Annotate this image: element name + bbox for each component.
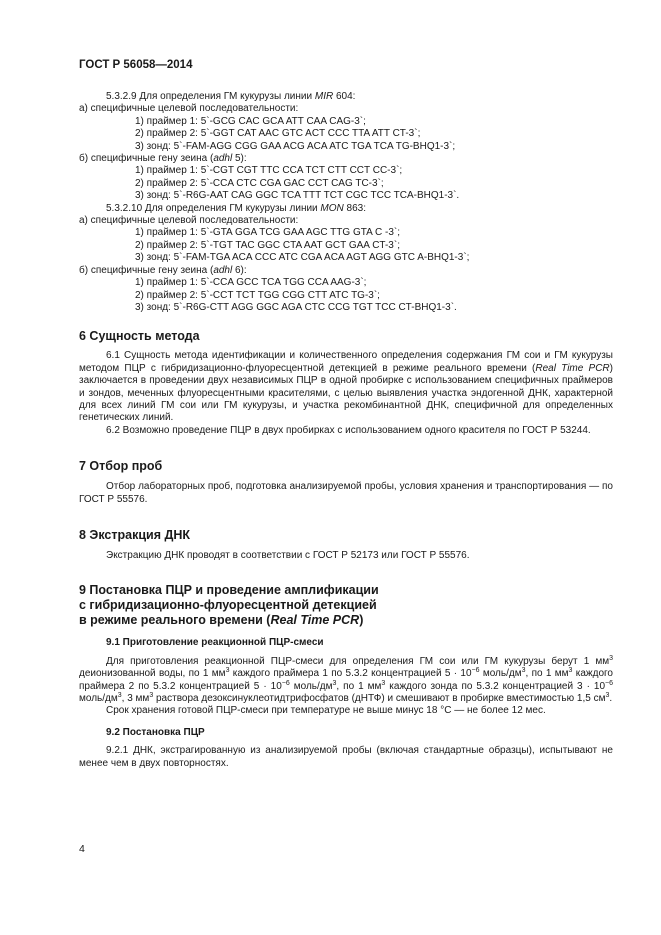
- subsection-9-1-paragraph-1: Для приготовления реакционной ПЦР-смеси для определения ГМ сои или ГМ кукурузы берут 1 $мм^3$ деионизованной воды, по 1 $мм^3$ каждого праймера 1 по 5.3.2 концентрацией $5 \cdot 10^{-6}$ моль/$дм^3$, по 1 $мм^3$ каждого праймера 2 по 5.3.2 концентрацией $5 \cdot 10^{-6}$ моль/$дм^3$, по 1 $мм^3$ каждого зонда по 5.3.2 концентрацией $3 \cdot 10^{-6}$ моль/$дм^3$, 3 $мм^3$ раствора дезоксинуклеотидтрифосфатов (дНТФ) и смешивают в пробирке вместимостью 1,5 $см^3$.: [79, 654, 614, 704]
- section-9-heading-line-1: 9 Постановка ПЦР и проведение амплификации: [79, 583, 379, 598]
- clause-5-3-2-10-b2: 2) праймер 2: 5`-CCT TCT TGG CGG CTT ATC TG-3`;: [135, 289, 380, 301]
- subsection-9-2-heading: 9.2 Постановка ПЦР: [106, 726, 205, 738]
- section-9-heading: [79, 583, 613, 628]
- section-8-paragraph: Экстракцию ДНК проводят в соответствии с ГОСТ Р 52173 или ГОСТ Р 55576.: [106, 549, 470, 561]
- subsection-9-2-paragraph-1: 9.2.1 ДНК, экстрагированную из анализируемой пробы (включая стандартные образцы), испытывают не менее чем в двух повторностях.: [79, 745, 613, 769]
- subsection-9-1-heading: 9.1 Приготовление реакционной ПЦР-смеси: [106, 637, 324, 649]
- clause-5-3-2-9-item-a: а) специфичные целевой последовательности:: [79, 103, 299, 115]
- page-number: 4: [79, 843, 85, 855]
- clause-5-3-2-9-b2: 2) праймер 2: 5`-CCA CTC CGA GAC CCT CAG TC-3`;: [135, 177, 384, 189]
- clause-5-3-2-10-b1: 1) праймер 1: 5`-CCA GCC TCA TGG CCA AAG-3`;: [135, 277, 367, 289]
- clause-5-3-2-10-b3: 3) зонд: 5`-R6G-CTT AGG GGC AGA CTC CCG TGT TCC CT-BHQ1-3`.: [135, 301, 457, 313]
- section-7-heading: 7 Отбор проб: [79, 459, 163, 474]
- clause-5-3-2-10-title: 5.3.2.10 Для определения ГМ кукурузы линии MON 863:: [106, 202, 367, 214]
- clause-5-3-2-9-a1: 1) праймер 1: 5`-GCG CAC GCA ATT CAA CAG-3`;: [135, 115, 366, 127]
- clause-5-3-2-9-title: 5.3.2.9 Для определения ГМ кукурузы линии MIR 604:: [106, 91, 356, 102]
- clause-5-3-2-9-b1: 1) праймер 1: 5`-CGT CGT TTC CCA TCT CTT CCT CC-3`;: [135, 165, 403, 177]
- clause-5-3-2-9-b3: 3) зонд: 5`-R6G-AAT CAG GGC TCA TTT TCT CGC TCC TCA-BHQ1-3`.: [135, 190, 460, 202]
- clause-5-3-2-10-item-b: б) специфичные гену зеина (adhl 6):: [79, 264, 247, 276]
- clause-5-3-2-10-a3: 3) зонд: 5`-FAM-TGA ACA CCC ATC CGA ACA AGT AGG GTC A-BHQ1-3`;: [135, 252, 470, 264]
- section-9-heading-line-3: в режиме реального времени (Real Time PCR): [79, 613, 364, 628]
- page-content: [79, 91, 613, 770]
- subsection-9-1-paragraph-2: Срок хранения готовой ПЦР-смеси при температуре не выше минус 18 °С — не более 12 мес.: [106, 705, 546, 717]
- section-6-paragraph-1: 6.1 Сущность метода идентификации и количественного определения содержания ГМ сои и ГМ кукурузы методом ПЦР с гибридизационно-флуоресцентной детекцией в режиме реального времени (Real Time PCR) заключается в проведении двух независимых ПЦР в одной пробирке с использованием специфичных праймеров и зондов, меченных флуоресцентными красителями, с целью выявления участка эндогенной ДНК, характерной для всех линий ГМ сои или ГМ кукурузы, и участка рекомбинантной ДНК, специфичной для определенных генетических линий.: [79, 350, 613, 424]
- clause-5-3-2-9-item-b: б) специфичные гену зеина (adhl 5):: [79, 153, 247, 165]
- section-9-heading-line-2: с гибридизационно-флуоресцентной детекцией: [79, 598, 377, 613]
- section-6-paragraph-2: 6.2 Возможно проведение ПЦР в двух пробирках с использованием одного красителя по ГОСТ Р 53244.: [106, 424, 591, 436]
- clause-5-3-2-9-a3: 3) зонд: 5`-FAM-AGG CGG GAA ACG ACA ATC TGA TCA TG-BHQ1-3`;: [135, 140, 456, 152]
- document-header: ГОСТ Р 56058—2014: [79, 59, 193, 71]
- clause-5-3-2-10-a1: 1) праймер 1: 5`-GTA GGA TCG GAA AGC TTG GTA C -3`;: [135, 227, 400, 239]
- section-6-heading: 6 Сущность метода: [79, 329, 200, 344]
- section-7-paragraph: Отбор лабораторных проб, подготовка анализируемой пробы, условия хранения и транспортирования — по ГОСТ Р 55576.: [79, 481, 613, 505]
- clause-5-3-2-9-a2: 2) праймер 2: 5`-GGT CAT AAC GTC ACT CCC TTA ATT CT-3`;: [135, 128, 421, 140]
- clause-5-3-2-10-a2: 2) праймер 2: 5`-TGT TAC GGC CTA AAT GCT GAA CT-3`;: [135, 239, 400, 251]
- section-8-heading: 8 Экстракция ДНК: [79, 527, 191, 542]
- clause-5-3-2-10-item-a: а) специфичные целевой последовательности:: [79, 215, 299, 227]
